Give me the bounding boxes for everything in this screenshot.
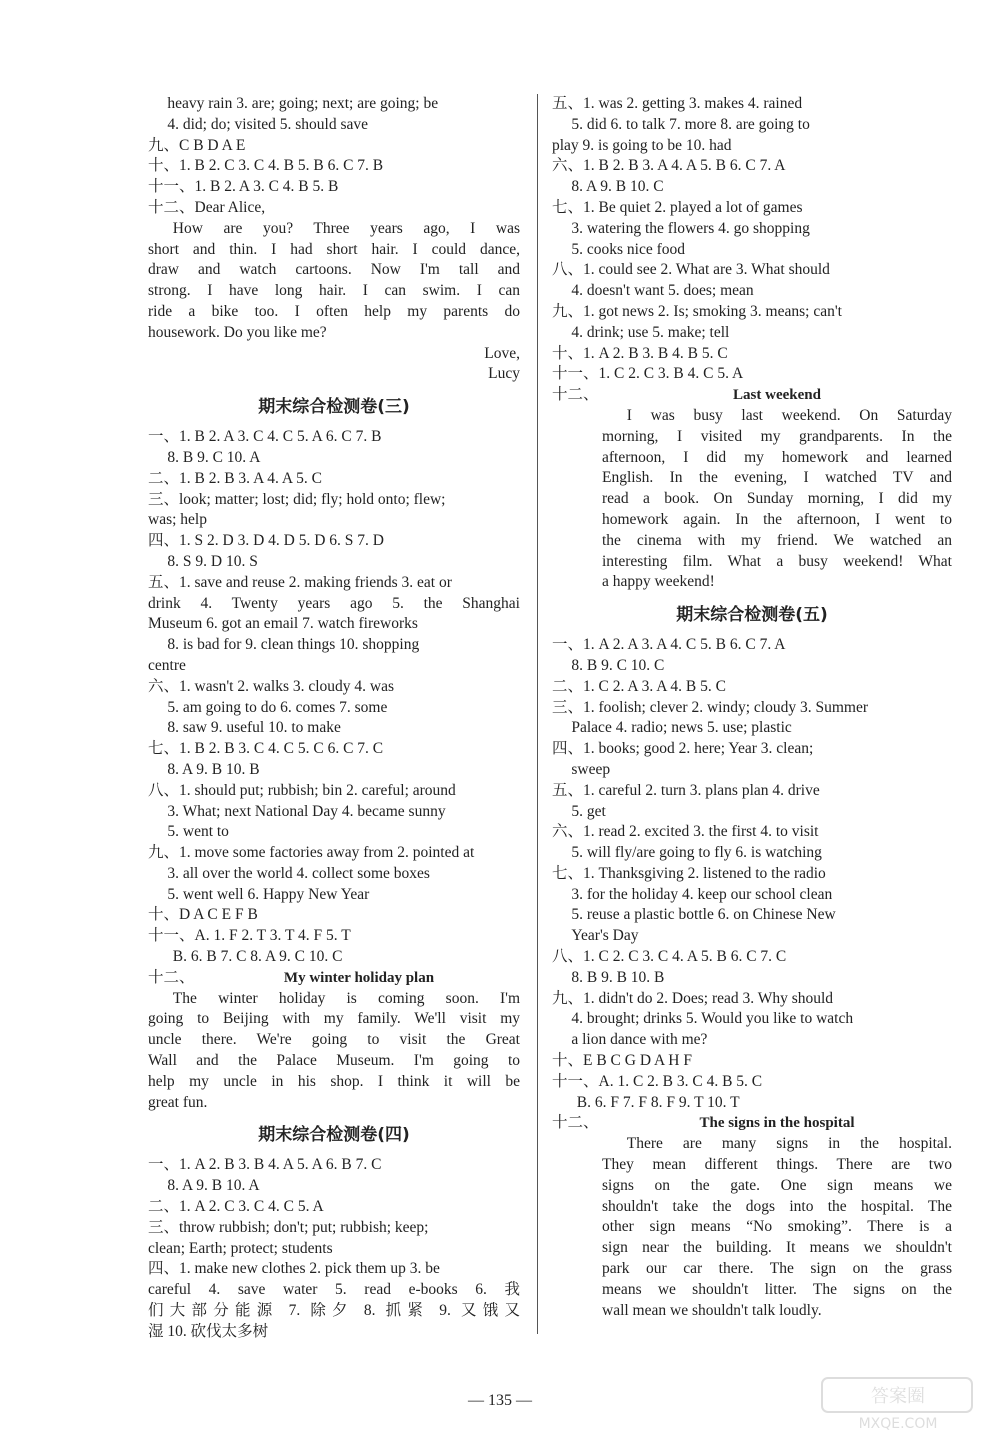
answer-line: afternoon, I did my homework and learned	[602, 448, 952, 466]
answer-line: I was busy last weekend. On Saturday	[626, 406, 952, 424]
answer-line: 5. am going to do 6. comes 7. some	[167, 698, 388, 716]
answer-line: 8. saw 9. useful 10. to make	[167, 719, 341, 737]
composition-header	[552, 385, 952, 406]
answer-line: 九、1. didn't do 2. Does; read 3. Why should	[552, 989, 834, 1007]
answer-line: 九、1. got news 2. Is; smoking 3. means; can't	[552, 302, 842, 320]
answer-line: 七、1. B 2. B 3. C 4. C 5. C 6. C 7. C	[148, 740, 384, 758]
section-title: 期末综合检测卷(三)	[258, 397, 410, 418]
answer-line: 湿 10. 砍伐太多树	[148, 1322, 269, 1340]
answer-line: 8. A 9. B 10. C	[571, 178, 664, 196]
question-number: 十二、	[552, 386, 599, 404]
answer-line: 5. will fly/are going to fly 6. is watching	[571, 844, 822, 862]
answer-line: 九、C B D A E	[148, 136, 246, 154]
answer-line: 六、1. B 2. B 3. A 4. A 5. B 6. C 7. A	[552, 157, 786, 175]
watermark-logo	[820, 1374, 980, 1434]
answer-line: B. 6. B 7. C 8. A 9. C 10. C	[172, 948, 343, 966]
answer-line: 3. What; next National Day 4. became sunny	[167, 802, 446, 820]
watermark-text: 答案圈	[871, 1386, 925, 1407]
answer-line: a happy weekend!	[602, 573, 715, 591]
answer-line: Museum 6. got an email 7. watch fireworks	[148, 615, 418, 633]
answer-line: 三、throw rubbish; don't; put; rubbish; keep;	[148, 1218, 429, 1236]
answer-line: drink 4. Twenty years ago 5. the Shanghai	[148, 594, 520, 612]
answer-line: going to Beijing with my family. We'll visit my	[148, 1010, 520, 1028]
answer-line: B. 6. F 7. F 8. F 9. T 10. T	[576, 1093, 740, 1111]
answer-line: They mean different things. There are two	[602, 1156, 952, 1174]
answer-line: read a book. On Sunday morning, I did my	[602, 490, 952, 508]
answer-line: 六、1. read 2. excited 3. the first 4. to visit	[552, 823, 819, 841]
answer-line: 4. did; do; visited 5. should save	[167, 115, 369, 133]
answer-line: morning, I visited my grandparents. In the	[602, 427, 952, 445]
answer-line: 8. B 9. C 10. A	[167, 448, 261, 466]
page-number: — 135 —	[468, 1392, 532, 1409]
answer-line: 8. A 9. B 10. B	[167, 760, 260, 778]
right-column	[552, 94, 952, 1321]
composition-title: My winter holiday plan	[283, 969, 435, 986]
answer-line: The winter holiday is coming soon. I'm	[172, 989, 520, 1007]
answer-line: help my uncle in his shop. I think it will be	[148, 1072, 520, 1090]
answer-line: clean; Earth; protect; students	[148, 1239, 333, 1257]
answer-line: 5. reuse a plastic bottle 6. on Chinese New	[571, 906, 836, 924]
composition-title: Last weekend	[733, 387, 821, 404]
answer-line: the cinema with my friend. We watched an	[602, 531, 952, 549]
answer-line: 二、1. C 2. A 3. A 4. B 5. C	[552, 677, 726, 695]
answer-line: Wall and the Palace Museum. I'm going to	[148, 1052, 520, 1070]
answer-line: 七、1. Be quiet 2. played a lot of games	[552, 198, 803, 216]
answer-line: 5. did 6. to talk 7. more 8. are going to	[571, 115, 810, 133]
answer-line: interesting film. What a busy weekend! What	[602, 552, 952, 570]
answer-line: strong. I have long hair. I can swim. I can	[148, 282, 520, 300]
answer-line: signs on the gate. One sign means we	[602, 1176, 952, 1194]
answer-line: 三、look; matter; lost; did; fly; hold onto; flew;	[148, 490, 446, 508]
answer-line: There are many signs in the hospital.	[626, 1135, 952, 1153]
answer-line: 十一、1. C 2. C 3. B 4. C 5. A	[552, 365, 744, 383]
answer-line: Love,	[484, 344, 520, 362]
answer-line: Palace 4. radio; news 5. use; plastic	[571, 719, 792, 737]
answer-line: 十二、Dear Alice,	[148, 198, 266, 216]
answer-line: 3. all over the world 4. collect some boxes	[167, 864, 430, 882]
answer-line: 四、1. S 2. D 3. D 4. D 5. D 6. S 7. D	[148, 532, 384, 550]
answer-line: 4. drink; use 5. make; tell	[571, 323, 730, 341]
answer-line: wall mean we shouldn't talk loudly.	[602, 1301, 822, 1319]
section-title: 期末综合检测卷(四)	[258, 1125, 410, 1146]
answer-line: housework. Do you like me?	[148, 323, 327, 341]
answer-line: 8. S 9. D 10. S	[167, 552, 258, 570]
answer-line: heavy rain 3. are; going; next; are going; be	[167, 95, 439, 112]
answer-line: centre	[148, 656, 186, 674]
answer-line: 七、1. Thanksgiving 2. listened to the radio	[552, 864, 826, 882]
answer-line: 五、1. careful 2. turn 3. plans plan 4. drive	[552, 781, 820, 799]
answer-line: park our car there. The sign on the grass	[602, 1260, 952, 1278]
answer-line: 5. cooks nice food	[571, 240, 686, 258]
answer-line: 4. doesn't want 5. does; mean	[571, 282, 754, 300]
answer-line: sweep	[571, 760, 611, 778]
answer-line: 四、1. make new clothes 2. pick them up 3. be	[148, 1260, 440, 1278]
answer-line: short and thin. I had short hair. I could dance,	[148, 240, 520, 258]
answer-line: 六、1. wasn't 2. walks 3. cloudy 4. was	[148, 677, 395, 695]
answer-line: other sign means “No smoking”. There is a	[602, 1218, 952, 1236]
answer-line: 8. A 9. B 10. A	[167, 1177, 260, 1195]
answer-line: a lion dance with me?	[571, 1031, 708, 1049]
answer-line: 五、1. was 2. getting 3. makes 4. rained	[552, 95, 803, 112]
answer-line: means we shouldn't litter. The signs on the	[602, 1280, 952, 1298]
answer-line: 十、1. A 2. B 3. B 4. B 5. C	[552, 344, 728, 362]
answer-line: Lucy	[488, 365, 520, 383]
answer-line: 十一、A. 1. C 2. B 3. C 4. B 5. C	[552, 1072, 763, 1090]
answer-line: 们大部分能源 7. 除夕 8. 抓紧 9. 又饿又	[148, 1302, 520, 1320]
answer-line: 九、1. move some factories away from 2. pointed at	[148, 844, 475, 862]
answer-line: 八、1. should put; rubbish; bin 2. careful; around	[148, 781, 456, 799]
answer-line: sign near the building. It means we shouldn't	[602, 1239, 952, 1257]
answer-line: 一、1. B 2. A 3. C 4. C 5. A 6. C 7. B	[148, 428, 382, 446]
answer-line: Year's Day	[571, 927, 639, 945]
answer-line: 5. went well 6. Happy New Year	[167, 885, 370, 903]
answer-line: shouldn't take the dogs into the hospital. The	[602, 1197, 952, 1215]
left-column	[148, 94, 520, 1343]
answer-line: 十、E B C G D A H F	[552, 1052, 692, 1070]
answer-line: 五、1. save and reuse 2. making friends 3. eat or	[148, 573, 452, 591]
answer-line: 三、1. foolish; clever 2. windy; cloudy 3. Summer	[552, 698, 868, 716]
answer-line: 二、1. B 2. B 3. A 4. A 5. C	[148, 469, 322, 487]
composition-header	[148, 968, 520, 989]
question-number: 十二、	[148, 968, 195, 986]
answer-line: great fun.	[148, 1093, 208, 1111]
answer-line: 十、1. B 2. C 3. C 4. B 5. B 6. C 7. B	[148, 157, 384, 175]
answer-line: 4. brought; drinks 5. Would you like to watch	[571, 1010, 854, 1028]
watermark-url: MXQE.COM	[858, 1416, 938, 1432]
answer-line: 十、D A C E F B	[148, 906, 258, 924]
composition-title: The signs in the hospital	[699, 1115, 855, 1132]
answer-line: play 9. is going to be 10. had	[552, 136, 732, 154]
answer-line: 5. went to	[167, 823, 229, 841]
answer-line: ride a bike too. I often help my parents do	[148, 302, 520, 320]
answer-line: 八、1. could see 2. What are 3. What should	[552, 261, 830, 279]
answer-line: was; help	[148, 511, 207, 529]
answer-line: 8. is bad for 9. clean things 10. shopping	[167, 636, 420, 654]
answer-line: 四、1. books; good 2. here; Year 3. clean;	[552, 740, 814, 758]
question-number: 十二、	[552, 1114, 599, 1132]
composition-header	[552, 1113, 952, 1134]
answer-line: 一、1. A 2. B 3. B 4. A 5. A 6. B 7. C	[148, 1156, 382, 1174]
section-title: 期末综合检测卷(五)	[676, 605, 828, 626]
answer-line: draw and watch cartoons. Now I'm tall and	[148, 261, 520, 279]
answer-line: 8. B 9. B 10. B	[571, 968, 665, 986]
answer-line: 八、1. C 2. C 3. C 4. A 5. B 6. C 7. C	[552, 948, 787, 966]
answer-line: 5. get	[571, 802, 606, 820]
answer-line: How are you? Three years ago, I was	[172, 219, 520, 237]
answer-line: 十一、A. 1. F 2. T 3. T 4. F 5. T	[148, 927, 351, 945]
answer-line: 一、1. A 2. A 3. A 4. C 5. B 6. C 7. A	[552, 636, 786, 654]
column-divider	[537, 94, 538, 1334]
answer-line: 3. watering the flowers 4. go shopping	[571, 219, 810, 237]
answer-line: careful 4. save water 5. read e-books 6. 我	[148, 1281, 520, 1299]
answer-line: 3. for the holiday 4. keep our school clean	[571, 885, 833, 903]
answer-line: 二、1. A 2. C 3. C 4. C 5. A	[148, 1198, 324, 1216]
answer-line: uncle there. We're going to visit the Great	[148, 1031, 520, 1049]
answer-line: 十一、1. B 2. A 3. C 4. B 5. B	[148, 178, 339, 196]
answer-line: English. In the evening, I watched TV and	[602, 469, 952, 487]
answer-line: homework again. In the afternoon, I went to	[602, 510, 952, 528]
answer-line: 8. B 9. C 10. C	[571, 656, 665, 674]
